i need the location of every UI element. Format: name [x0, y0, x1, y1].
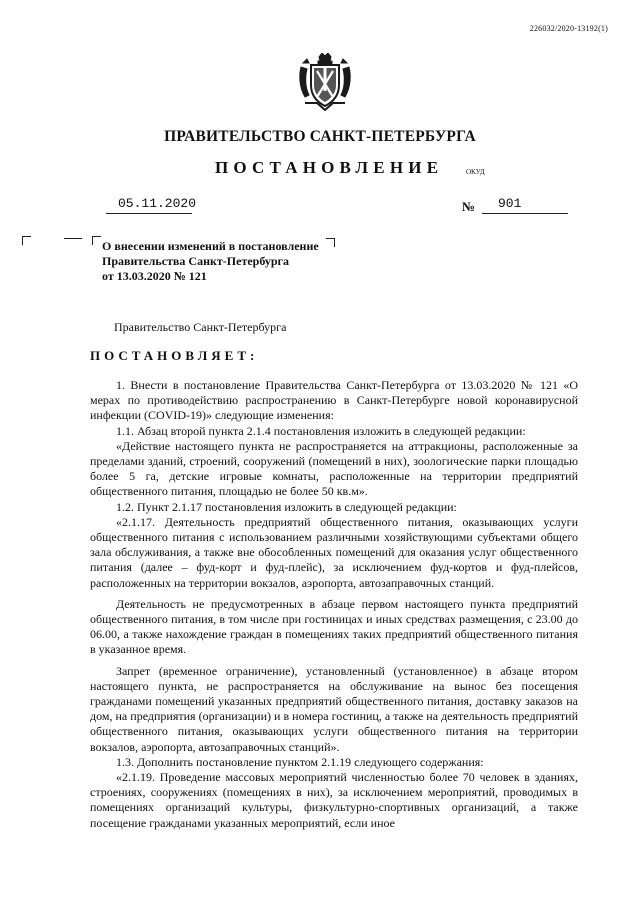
document-date: 05.11.2020: [118, 196, 197, 211]
corner-mark: [326, 238, 335, 247]
st-petersburg-coat-of-arms-icon: [297, 53, 353, 111]
okud-label: ОКУД: [466, 168, 485, 176]
subject-line: О внесении изменений в постановление: [102, 239, 319, 253]
number-underline: [482, 213, 568, 214]
corner-mark: [92, 236, 101, 245]
number-sign: №: [462, 199, 476, 214]
decree-subject: [102, 239, 319, 284]
body-paragraph: 1.1. Абзац второй пункта 2.1.4 постановления изложить в следующей редакции:: [116, 423, 526, 438]
body-paragraph: «2.1.19. Проведение массовых мероприятий численностью более 70 человек в зданиях, строениях, сооружениях (помещениях в них), за исключением мероприятий, проводимых в помещениях организаций культуры, физкультурно-спортивных организаций, а также посещение гражданами указанных мероприятий, если иное: [90, 770, 578, 830]
corner-mark: [64, 238, 82, 247]
body-paragraph: «2.1.17. Деятельность предприятий общественного питания, оказывающих услуги общественного питания с использованием различными хозяйствующими субъектами общего зала обслуживания, а также вне обособленных помещений для оказания услуг общественного питания (далее – фуд-корт и фуд-плейс), за исключением фуд-кортов и фуд-плейсов, расположенных на территории вокзалов, аэропорта, автозаправочных станций.: [90, 514, 578, 590]
government-title: ПРАВИТЕЛЬСТВО САНКТ-ПЕТЕРБУРГА: [164, 128, 476, 145]
subject-line: Правительства Санкт-Петербурга: [102, 254, 290, 268]
body-paragraph: Запрет (временное ограничение), установленный (установленное) в абзаце втором настоящего пункта, не распространяется на обслуживание на вынос без посещения гражданами помещений указанных предприятий общественного питания, доставку заказов на дом, на предприятия (организации) и в номера гостиниц, а также на деятельность предприятий общественного питания, оказывающих услуги общественного питания на территории вокзалов, аэропорта, автозаправочных станций».: [90, 663, 578, 754]
body-paragraph: 1. Внести в постановление Правительства Санкт-Петербурга от 13.03.2020 № 121 «О мерах по противодействию распространению в Санкт-Петербурге новой коронавирусной инфекции (COVID-19)» следующие изменения:: [90, 378, 578, 423]
corner-mark: [22, 236, 31, 245]
body-paragraph: «Действие настоящего пункта не распространяется на аттракционы, расположенные за пределами зданий, строений, сооружений (помещений в них), зоологические парки площадью более 5 га, детские игровые комнаты, расположенные на территории предприятий общественного питания, площадью не более 50 кв.м».: [90, 438, 578, 499]
body-paragraph: 1.2. Пункт 2.1.17 постановления изложить в следующей редакции:: [116, 499, 457, 514]
date-underline: [106, 213, 192, 214]
subject-line: от 13.03.2020 № 121: [102, 269, 207, 283]
document-registration-id: 226032/2020-13192(1): [529, 24, 608, 33]
body-paragraph: Деятельность не предусмотренных в абзаце первом настоящего пункта предприятий общественного питания, в том числе при гостиницах и иных средствах размещения, с 23.00 до 06.00, а также нахождение граждан в помещениях таких предприятий общественного питания в указанное время.: [90, 596, 578, 657]
issuing-authority: Правительство Санкт-Петербурга: [114, 320, 287, 334]
resolves-heading: ПОСТАНОВЛЯЕТ:: [90, 348, 259, 363]
document-type-title: ПОСТАНОВЛЕНИЕ: [215, 158, 444, 177]
document-number: 901: [498, 196, 522, 211]
body-paragraph: 1.3. Дополнить постановление пунктом 2.1.19 следующего содержания:: [116, 754, 484, 769]
decree-body: [90, 378, 578, 831]
